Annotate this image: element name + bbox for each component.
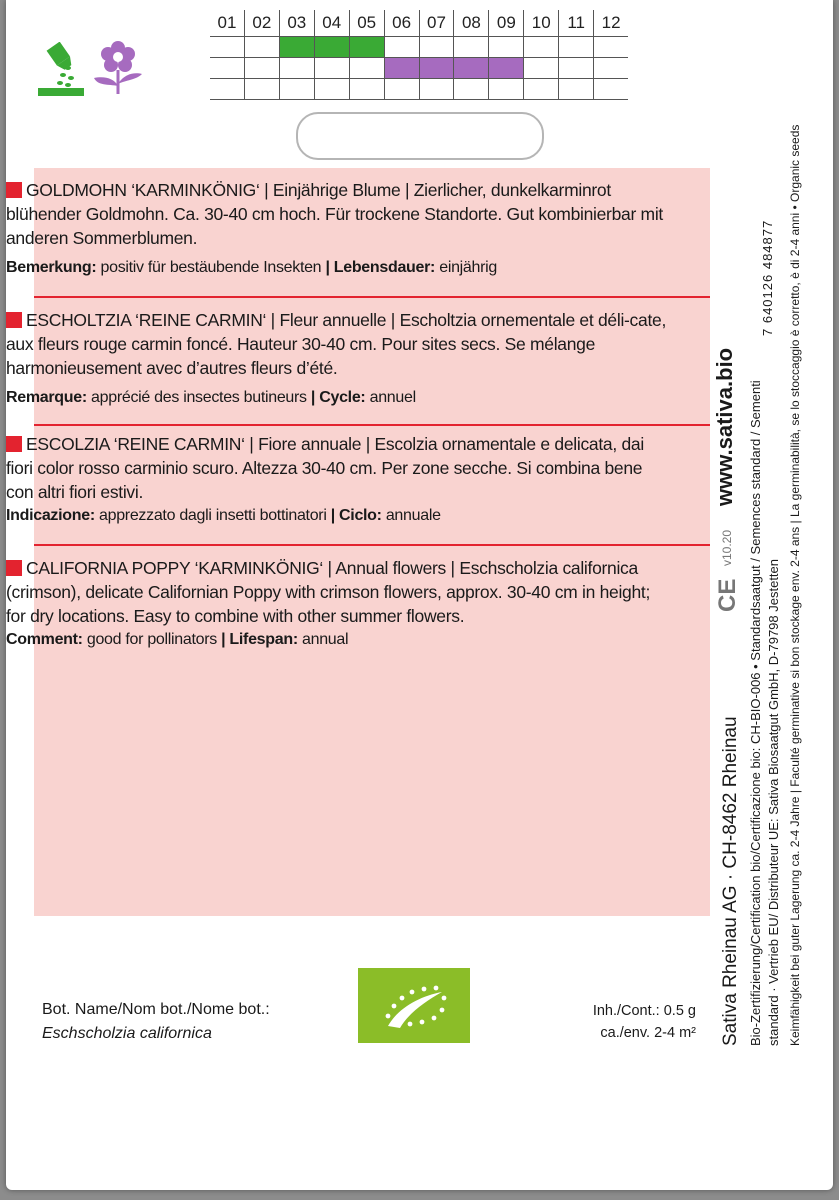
- divider: [34, 296, 710, 298]
- calendar-months: [210, 10, 628, 36]
- calendar-cell: [279, 37, 314, 57]
- red-square-icon: [6, 312, 22, 328]
- botanical-label: Bot. Name/Nom bot./Nome bot.:: [42, 1001, 270, 1018]
- hang-hole: [296, 112, 544, 160]
- section-body: | Fleur annuelle | Escholtzia ornementale et déli-cate, aux fleurs rouge carmin foncé. Hauteur 30-40 cm. Pour sites secs. Se mélange harmonieusement avec d’autres fleurs d’été.: [6, 310, 667, 378]
- botanical-name: [42, 998, 270, 1046]
- section-lead: GOLDMOHN ‘KARMINKÖNIG‘: [26, 180, 260, 200]
- eu-organic-leaf-logo: [358, 968, 470, 1043]
- section-body: | Einjährige Blume | Zierlicher, dunkelkarminrot blühender Goldmohn. Ca. 30-40 cm hoch. Für trockene Standorte. Gut kombinierbar mit anderen Sommerblumen.: [6, 180, 663, 248]
- note-value: apprécié des insectes butineurs: [86, 389, 311, 406]
- note-value: apprezzato dagli insetti bottinatori: [94, 507, 331, 524]
- company-address: Sativa Rheinau AG · CH-8462 Rheinau: [720, 716, 741, 1046]
- section-english: [6, 556, 671, 652]
- germination-line: Keimfähigkeit bei guter Lagerung ca. 2-4 Jahre | Faculté germinative si bon stockage env. 2-4 ans | La germinabilità, se lo stoccaggio è corretto, è di 2-4 anni • Organic seeds: [788, 124, 802, 1046]
- contents-info: [560, 1000, 696, 1044]
- note-key-2: | Ciclo:: [330, 507, 382, 524]
- note-key: Comment:: [6, 631, 83, 648]
- calendar-cell: [419, 37, 454, 57]
- version-label: v10.20: [720, 529, 734, 566]
- red-square-icon: [6, 436, 22, 452]
- note-key: Bemerkung:: [6, 259, 97, 276]
- calendar-cell: [244, 37, 279, 57]
- month-label: 09: [488, 10, 523, 36]
- calendar-cell: [558, 37, 593, 57]
- note-key: Indicazione:: [6, 507, 95, 524]
- section-lead: ESCHOLTZIA ‘REINE CARMIN‘: [26, 310, 267, 330]
- calendar-cell: [453, 37, 488, 57]
- calendar-cell: [279, 58, 314, 78]
- divider: [34, 544, 710, 546]
- note-value-2: annual: [297, 631, 349, 648]
- calendar-cell: [593, 58, 628, 78]
- botanical-value: Eschscholzia californica: [42, 1025, 212, 1042]
- month-label: 06: [384, 10, 419, 36]
- calendar-cell: [488, 58, 523, 78]
- section-lead: CALIFORNIA POPPY ‘KARMINKÖNIG‘: [26, 558, 323, 578]
- calendar-cell: [453, 58, 488, 78]
- calendar-cell: [349, 37, 384, 57]
- calendar-cell: [523, 37, 558, 57]
- certification-line: Bio-Zertifizierung/Certification bio/Certificazione bio: CH-BIO-006 • Standardsaatgut / Semences standard / Sementi: [748, 380, 763, 1046]
- month-label: 05: [349, 10, 384, 36]
- calendar-cell: [244, 58, 279, 78]
- calendar-cell: [558, 58, 593, 78]
- month-label: 11: [558, 10, 593, 36]
- calendar-row-sowing: [210, 36, 628, 57]
- note-value: good for pollinators: [82, 631, 222, 648]
- month-label: 03: [279, 10, 314, 36]
- website: www.sativa.bio: [712, 347, 737, 506]
- section-german: [6, 178, 671, 280]
- calendar-cell: [210, 37, 244, 57]
- note-value-2: annuale: [381, 507, 441, 524]
- note-key-2: | Lebensdauer:: [325, 259, 436, 276]
- calendar-cell: [593, 37, 628, 57]
- contents-weight: Inh./Cont.: 0.5 g: [592, 1003, 696, 1019]
- red-square-icon: [6, 182, 22, 198]
- note-value-2: einjährig: [435, 259, 498, 276]
- seed-sowing-icon: [38, 42, 84, 98]
- month-label: 08: [453, 10, 488, 36]
- month-label: 12: [593, 10, 628, 36]
- month-label: 01: [217, 13, 237, 32]
- section-body: | Annual flowers | Eschscholzia californica (crimson), delicate Californian Poppy with crimson flowers, approx. 30-40 cm in height; for dry locations. Easy to combine with other summer flowers.: [6, 558, 651, 626]
- calendar-row-empty: [210, 78, 628, 100]
- section-lead: ESCOLZIA ‘REINE CARMIN‘: [26, 434, 245, 454]
- calendar-cell: [419, 58, 454, 78]
- calendar-cell: [488, 37, 523, 57]
- distributor-line: standard · Vertrieb EU/ Distributeur UE: Sativa Biosaatgut GmbH, D-79798 Jestetten: [766, 558, 781, 1046]
- month-label: 10: [523, 10, 558, 36]
- note-value: positiv für bestäubende Insekten: [96, 259, 326, 276]
- calendar-cell: [523, 58, 558, 78]
- red-square-icon: [6, 560, 22, 576]
- note-key: Remarque:: [6, 389, 87, 406]
- section-body: | Fiore annuale | Escolzia ornamentale e delicata, dai fiori color rosso carminio scuro. Altezza 30-40 cm. Per zone secche. Si combina bene con altri fiori estivi.: [6, 434, 644, 502]
- calendar-cell: [314, 58, 349, 78]
- calendar-cell: [314, 37, 349, 57]
- month-label: 02: [244, 10, 279, 36]
- note-key-2: | Cycle:: [310, 389, 366, 406]
- section-italian: [6, 432, 671, 528]
- description-panel: [34, 168, 710, 916]
- calendar-cell: [384, 37, 419, 57]
- section-french: [6, 308, 671, 410]
- contents-area: ca./env. 2-4 m²: [600, 1025, 696, 1041]
- month-label: 07: [419, 10, 454, 36]
- flower-icon: [92, 40, 144, 96]
- ce-mark: CE: [714, 578, 741, 612]
- month-label: 04: [314, 10, 349, 36]
- divider: [34, 424, 710, 426]
- calendar-cell: [384, 58, 419, 78]
- calendar-cell: [210, 58, 244, 78]
- note-value-2: annuel: [365, 389, 416, 406]
- note-key-2: | Lifespan:: [221, 631, 298, 648]
- sowing-flowering-calendar: [210, 10, 628, 100]
- calendar-cell: [349, 58, 384, 78]
- calendar-row-flowering: [210, 57, 628, 78]
- barcode-number: 7 640126 484877: [760, 219, 775, 336]
